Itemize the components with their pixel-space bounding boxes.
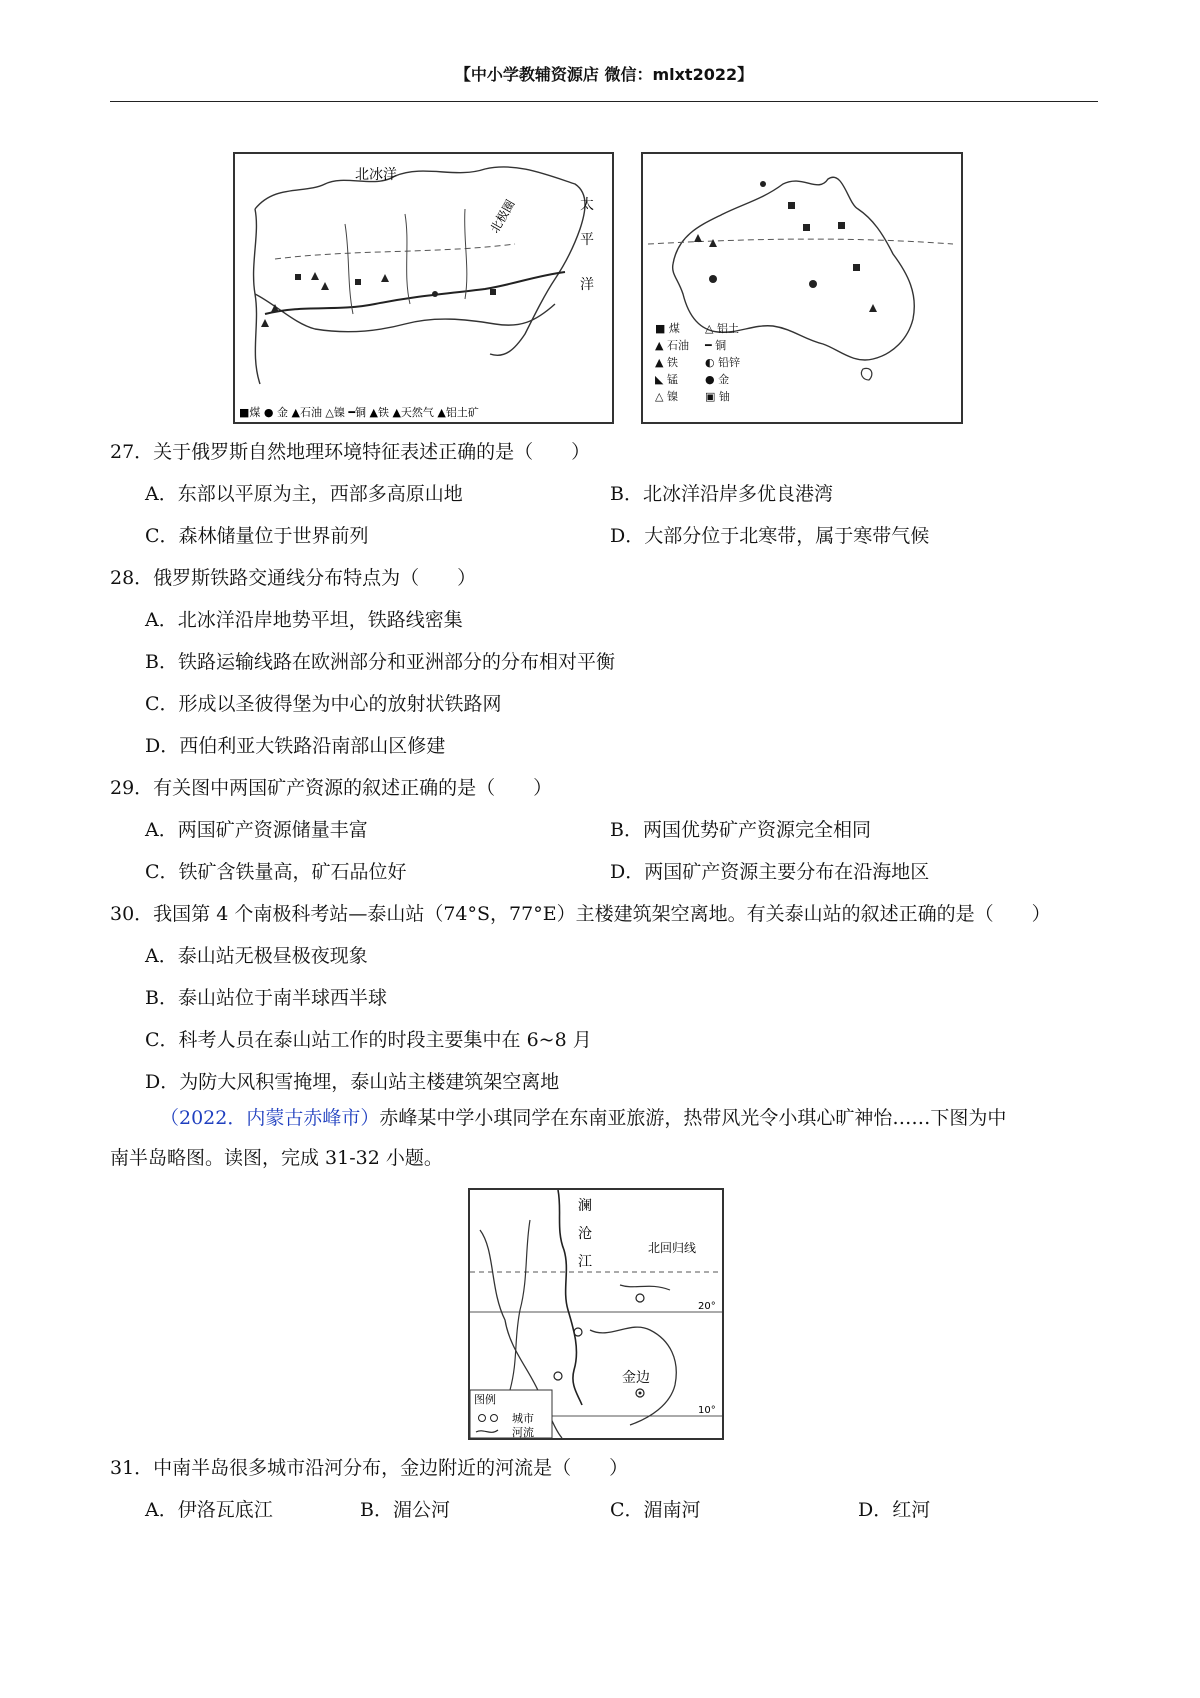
river-line: [345, 224, 353, 314]
russia-legend: ■煤 ● 金 ▲石油 △镍 ━铜 ▲铁 ▲天然气 ▲铝土矿: [239, 406, 479, 419]
arctic-ocean-label: 北冰洋: [355, 167, 397, 183]
pacific-label-2: 平: [580, 232, 594, 248]
question-31-option-c: C．湄南河: [610, 1499, 701, 1521]
river-line: [405, 214, 410, 304]
australia-map: [641, 152, 963, 424]
intro-source: （2022．内蒙古赤峰市）: [160, 1107, 380, 1129]
question-27-stem: 27．关于俄罗斯自然地理环境特征表述正确的是（ ）: [110, 441, 591, 463]
question-30-stem: 30．我国第 4 个南极科考站—泰山站（74°S，77°E）主楼建筑架空离地。有关泰山站的叙述正确的是（ ）: [110, 903, 1051, 925]
question-29-stem: 29．有关图中两国矿产资源的叙述正确的是（ ）: [110, 777, 553, 799]
city-marker: [554, 1372, 562, 1380]
lancang-label-3: 江: [578, 1254, 592, 1270]
question-30-option-c: C．科考人员在泰山站工作的时段主要集中在 6~8 月: [145, 1029, 592, 1051]
lancang-label-2: 沧: [578, 1226, 592, 1242]
river-line: [620, 1285, 670, 1290]
question-28-option-c: C．形成以圣彼得堡为中心的放射状铁路网: [145, 693, 502, 715]
russia-map: [233, 152, 614, 424]
railway-line: [265, 272, 565, 314]
legend-col2: ◐ 铅锌: [705, 356, 741, 369]
question-30-option-b: B．泰山站位于南半球西半球: [145, 987, 387, 1009]
legend-col2: ━ 铜: [705, 339, 727, 352]
phnom-penh-label: 金边: [622, 1370, 650, 1386]
question-29-option-d: D．两国矿产资源主要分布在沿海地区: [610, 861, 930, 883]
intro-line-1: [110, 1098, 1100, 1138]
question-27-option-c: C．森林储量位于世界前列: [145, 525, 369, 547]
question-28-option-b: B．铁路运输线路在欧洲部分和亚洲部分的分布相对平衡: [145, 651, 615, 673]
mineral-markers: [261, 272, 496, 327]
legend-city-label: 城市: [512, 1412, 534, 1425]
legend-col1: ▲ 石油: [655, 339, 689, 352]
question-29-option-a: A．两国矿产资源储量丰富: [145, 819, 368, 841]
section-intro: [110, 1098, 1100, 1178]
legend-col2: ▣ 铀: [705, 390, 730, 403]
lancang-label-1: 澜: [578, 1198, 592, 1214]
tasmania: [861, 368, 871, 380]
arctic-circle-line: [275, 244, 515, 259]
river-line: [465, 209, 467, 299]
question-28-option-a: A．北冰洋沿岸地势平坦，铁路线密集: [145, 609, 463, 631]
indochina-map: [468, 1188, 724, 1440]
question-30-option-d: D．为防大风积雪掩埋，泰山站主楼建筑架空离地: [145, 1071, 560, 1093]
intro-line-2: 南半岛略图。读图，完成 31-32 小题。: [110, 1147, 443, 1169]
header-divider: [110, 101, 1098, 102]
lat10-label: 10°: [698, 1405, 716, 1416]
question-28-stem: 28．俄罗斯铁路交通线分布特点为（ ）: [110, 567, 477, 589]
legend-col1: ◣ 锰: [655, 373, 678, 386]
australia-legend: [655, 321, 740, 403]
intro-text-1: 赤峰某中学小琪同学在东南亚旅游，热带风光令小琪心旷神怡……下图为中: [379, 1107, 1007, 1129]
question-27-option-b: B．北冰洋沿岸多优良港湾: [610, 483, 833, 505]
tropic-label: 北回归线: [648, 1241, 697, 1255]
question-28-option-d: D．西伯利亚大铁路沿南部山区修建: [145, 735, 446, 757]
mineral-markers: [694, 181, 877, 312]
city-marker: [636, 1294, 644, 1302]
question-27-option-d: D．大部分位于北寒带，属于寒带气候: [610, 525, 930, 547]
question-31-option-b: B．湄公河: [360, 1499, 450, 1521]
city-marker: [574, 1328, 582, 1336]
question-27-option-a: A．东部以平原为主，西部多高原山地: [145, 483, 463, 505]
lat20-label: 20°: [698, 1301, 716, 1312]
lancang-river: [558, 1190, 582, 1405]
russia-coastline: [255, 167, 585, 355]
question-29-option-b: B．两国优势矿产资源完全相同: [610, 819, 871, 841]
legend-col1: ■ 煤: [655, 322, 680, 335]
legend-river-label: 河流: [512, 1426, 534, 1438]
arctic-circle-label: 北极圈: [487, 197, 518, 236]
question-31-stem: 31．中南半岛很多城市沿河分布，金边附近的河流是（ ）: [110, 1457, 629, 1479]
tropic-of-capricorn: [648, 239, 953, 244]
page-header: 【中小学教辅资源店 微信：mlxt2022】: [454, 65, 754, 84]
question-31-option-d: D．红河: [858, 1499, 931, 1521]
legend-col1: △ 镍: [655, 390, 678, 403]
question-31-option-a: A．伊洛瓦底江: [145, 1499, 273, 1521]
question-30-option-a: A．泰山站无极昼极夜现象: [145, 945, 368, 967]
river-line: [510, 1220, 530, 1390]
legend-col2: ● 金: [705, 373, 730, 386]
legend-title: 图例: [474, 1393, 496, 1406]
legend-col1: ▲ 铁: [655, 356, 678, 369]
legend-col2: △ 铝土: [705, 322, 739, 335]
question-29-option-c: C．铁矿含铁量高，矿石品位好: [145, 861, 407, 883]
pacific-label-1: 太: [580, 197, 594, 213]
pacific-label-3: 洋: [580, 277, 594, 293]
